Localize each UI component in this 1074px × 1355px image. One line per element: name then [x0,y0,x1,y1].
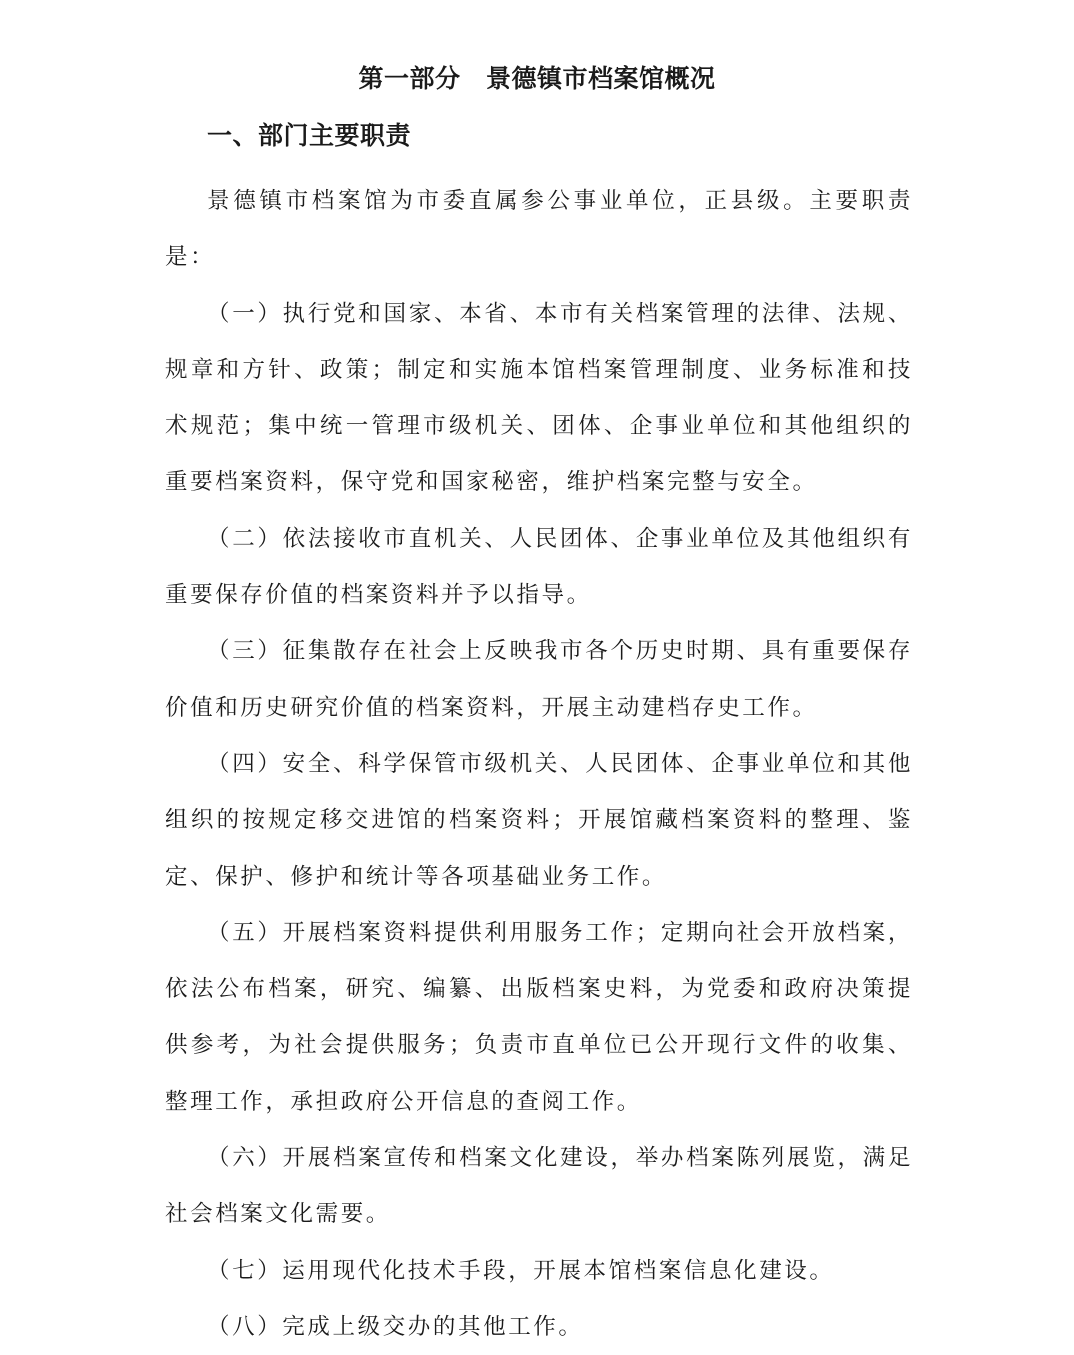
paragraph-duty-3: （三）征集散存在社会上反映我市各个历史时期、具有重要保存价值和历史研究价值的档案资料，开展主动建档存史工作。 [165,638,913,721]
paragraph-duty-5: （五）开展档案资料提供利用服务工作；定期向社会开放档案，依法公布档案，研究、编纂、出版档案史料，为党委和政府决策提供参考，为社会提供服务；负责市直单位已公开现行文件的收集、整理工作，承担政府公开信息的查阅工作。 [165,919,913,1115]
document-body [165,173,913,1355]
paragraph-duty-6: （六）开展档案宣传和档案文化建设，举办档案陈列展览，满足社会档案文化需要。 [165,1145,913,1228]
page-title: 第一部分 景德镇市档案馆概况 [358,64,716,93]
paragraph-duty-1: （一）执行党和国家、本省、本市有关档案管理的法律、法规、规章和方针、政策；制定和实施本馆档案管理制度、业务标准和技术规范；集中统一管理市级机关、团体、企事业单位和其他组织的重要档案资料，保守党和国家秘密，维护档案完整与安全。 [165,300,913,496]
paragraph-duty-4: （四）安全、科学保管市级机关、人民团体、企事业单位和其他组织的按规定移交进馆的档案资料；开展馆藏档案资料的整理、鉴定、保护、修护和统计等各项基础业务工作。 [165,750,913,890]
paragraph-duty-8: （八）完成上级交办的其他工作。 [207,1313,584,1340]
paragraph-duty-2: （二）依法接收市直机关、人民团体、企事业单位及其他组织有重要保存价值的档案资料并予以指导。 [165,525,913,609]
section-heading: 一、部门主要职责 [207,121,412,150]
paragraph-intro: 景德镇市档案馆为市委直属参公事业单位，正县级。主要职责是： [165,188,913,271]
paragraph-duty-7: （七）运用现代化技术手段，开展本馆档案信息化建设。 [207,1257,835,1284]
